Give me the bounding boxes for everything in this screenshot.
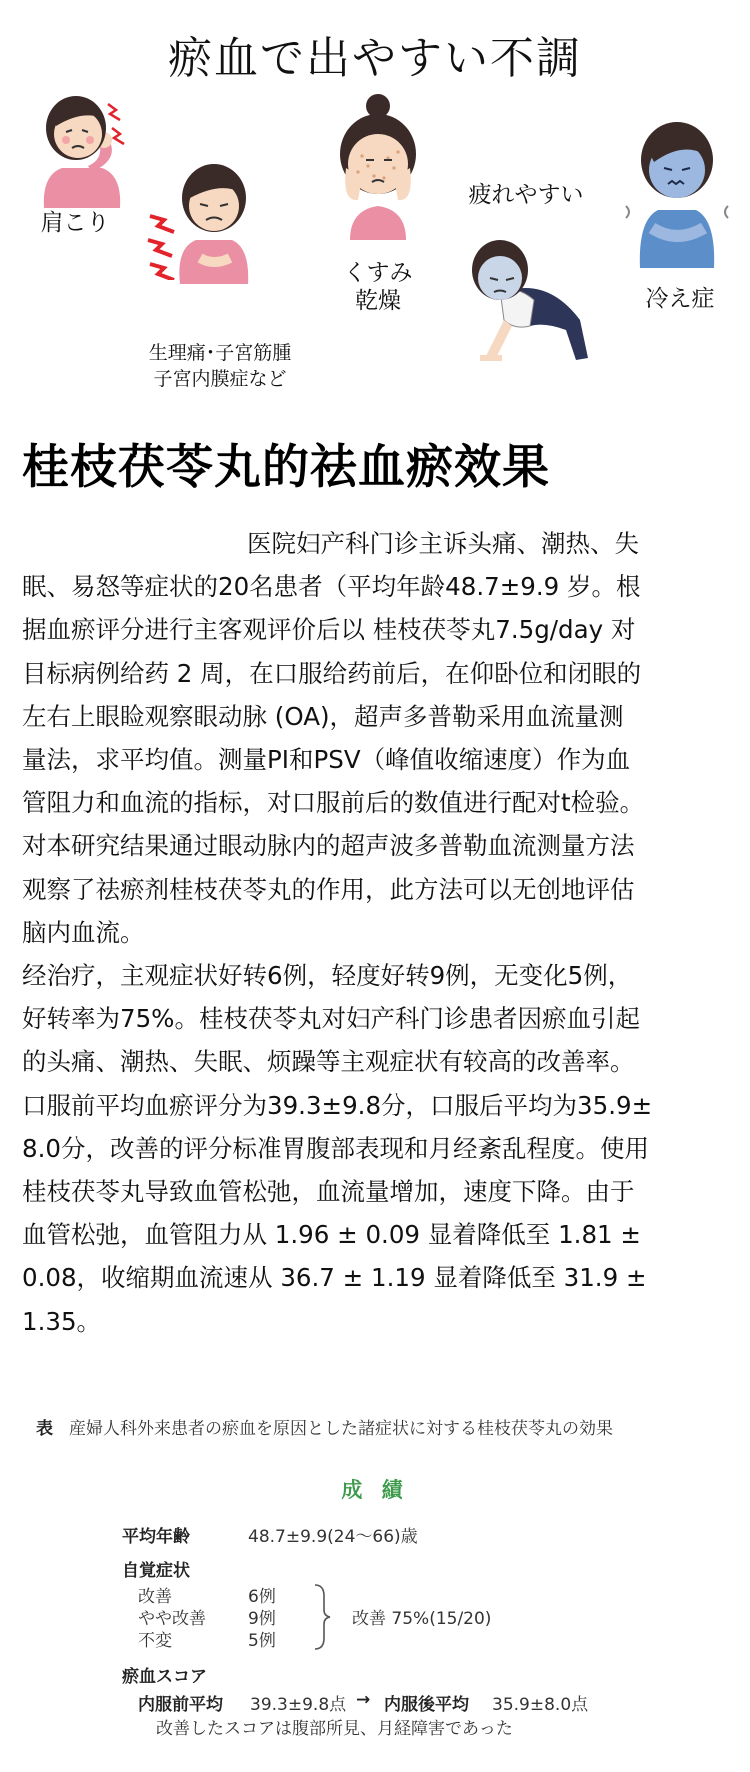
score-after-value: 35.9±8.0点 bbox=[492, 1695, 589, 1715]
right-brace-icon bbox=[312, 1582, 332, 1652]
caption-dullness: くすみ bbox=[343, 260, 413, 286]
text-line: 好转率为75%。桂枝茯苓丸对妇产科门诊患者因瘀血引起 bbox=[22, 1004, 640, 1034]
caption-menstrual-line1: 生理痛･子宮筋腫 bbox=[148, 342, 292, 364]
text-line: 医院妇产科门诊主诉头痛、潮热、失 bbox=[247, 529, 639, 558]
text-line: 8.0分，改善的评分标准胃腹部表现和月经紊乱程度。使用 bbox=[22, 1133, 649, 1163]
text-line: 观察了祛瘀剂桂枝茯苓丸的作用，此方法可以无创地评估 bbox=[22, 874, 635, 904]
text-line: 1.35。 bbox=[22, 1306, 102, 1336]
score-label: 瘀血スコア bbox=[122, 1667, 207, 1687]
caption-menstrual-line2: 子宮内膜症など bbox=[153, 368, 287, 390]
fatigue-illustration bbox=[460, 230, 600, 370]
pain-lines-icon bbox=[104, 100, 134, 150]
text-line: 桂枝茯苓丸导致血管松弛，血流量增加，速度下降。由于 bbox=[22, 1177, 635, 1207]
paragraph-method bbox=[22, 522, 734, 954]
table-caption-text: 産婦人科外来患者の瘀血を原因とした諸症状に対する桂枝茯苓丸の効果 bbox=[69, 1419, 613, 1439]
score-before-value: 39.3±9.8点 bbox=[250, 1695, 347, 1715]
caption-fatigue: 疲れやすい bbox=[468, 182, 584, 208]
text-line: 经治疗，主观症状好转6例，轻度好转9例，无变化5例， bbox=[22, 961, 633, 991]
score-before-label: 内服前平均 bbox=[138, 1695, 223, 1715]
text-line: 口服前平均血瘀评分为39.3±9.8分，口服后平均为35.9± bbox=[22, 1090, 653, 1120]
text-line: 量法，求平均值。测量PI和PSV（峰值收缩速度）作为血 bbox=[22, 745, 631, 775]
caption-dryness: 乾燥 bbox=[355, 288, 401, 314]
score-after-label: 内服後平均 bbox=[384, 1695, 469, 1715]
row-unchanged-label: 不変 bbox=[138, 1631, 172, 1651]
text-line: 的头痛、潮热、失眠、烦躁等主观症状有较高的改善率。 bbox=[22, 1047, 635, 1077]
age-label: 平均年齢 bbox=[122, 1527, 190, 1547]
caption-cold: 冷え症 bbox=[645, 286, 715, 312]
banner-title: 瘀血で出やすい不調 bbox=[168, 33, 582, 84]
caption-shoulder: 肩こり bbox=[40, 210, 110, 236]
article-body bbox=[22, 522, 734, 1343]
lightning-pain-icon bbox=[146, 210, 182, 280]
text-line: 据血瘀评分进行主客观评价后以 桂枝茯苓丸7.5g/day 对 bbox=[22, 615, 636, 645]
score-note: 改善したスコアは腹部所見、月経障害であった bbox=[156, 1719, 513, 1739]
text-line: 血管松弛，血管阻力从 1.96 ± 0.09 显着降低至 1.81 ± bbox=[22, 1220, 641, 1250]
text-line: 对本研究结果通过眼动脉内的超声波多普勒血流测量方法 bbox=[22, 831, 635, 861]
results-title: 成 績 bbox=[341, 1478, 409, 1502]
row-improved-value: 6例 bbox=[248, 1587, 276, 1607]
age-value: 48.7±9.9(24～66)歳 bbox=[248, 1527, 418, 1547]
text-line: 左右上眼睑观察眼动脉 (OA)，超声多普勒采用血流量测 bbox=[22, 701, 624, 731]
text-line: 目标病例给药 2 周，在口服给药前后，在仰卧位和闭眼的 bbox=[22, 658, 642, 688]
article-heading: 桂枝茯苓丸的祛血瘀效果 bbox=[22, 440, 550, 495]
symptoms-label: 自覚症状 bbox=[122, 1561, 190, 1581]
paragraph-results bbox=[22, 954, 734, 1343]
text-line: 眠、易怒等症状的20名患者（平均年龄48.7±9.9 岁。根 bbox=[22, 572, 641, 602]
row-slightly-improved-label: やや改善 bbox=[138, 1609, 206, 1629]
dull-skin-illustration bbox=[328, 92, 428, 242]
table-caption-label: 表 bbox=[36, 1419, 53, 1439]
text-line: 0.08，收缩期血流速从 36.7 ± 1.19 显着降低至 31.9 ± bbox=[22, 1263, 647, 1293]
text-line: 管阻力和血流的指标，对口服前后的数值进行配对t检验。 bbox=[22, 788, 645, 818]
cold-sensitivity-illustration bbox=[612, 110, 742, 270]
score-arrow: → bbox=[356, 1690, 371, 1710]
text-line: 脑内血流。 bbox=[22, 917, 145, 947]
improvement-rate: 改善 75%(15/20) bbox=[352, 1609, 492, 1629]
table-caption bbox=[36, 1414, 613, 1439]
row-improved-label: 改善 bbox=[138, 1587, 172, 1607]
row-slightly-improved-value: 9例 bbox=[248, 1609, 276, 1629]
row-unchanged-value: 5例 bbox=[248, 1631, 276, 1651]
